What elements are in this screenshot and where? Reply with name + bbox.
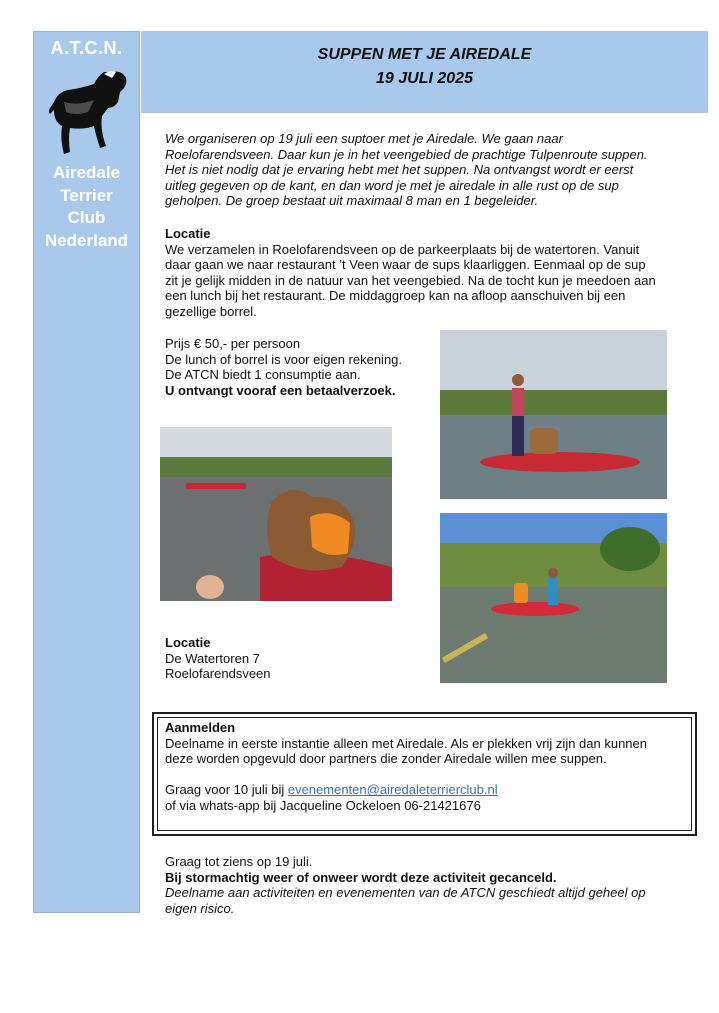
intro-line: We organiseren op 19 juli een suptoer met je Airedale. We gaan naar [165, 131, 563, 146]
club-abbreviation: A.T.C.N. [50, 38, 123, 58]
location-section [165, 226, 695, 320]
location-line: een lunch bij het restaurant. De middaggroep kan na afloop aanschuiven bij een [165, 288, 626, 304]
greeting: Graag tot ziens op 19 juli. [165, 854, 313, 869]
sidebar [33, 31, 140, 913]
registration-line: Deelname in eerste instantie alleen met Airedale. Als er plekken vrij zijn dan kunnen [165, 735, 647, 751]
price-line: Prijs € 50,- per persoon [165, 336, 301, 351]
registration-line: deze worden opgevuld door partners die zonder Airedale willen mee suppen. [165, 751, 607, 767]
header-banner [141, 31, 708, 113]
address-heading: Locatie [165, 635, 211, 650]
address-city: Roelofarendsveen [165, 666, 271, 682]
location-heading: Locatie [165, 226, 211, 241]
contact-prefix: Graag voor 10 juli bij [165, 782, 288, 798]
price-line: De ATCN biedt 1 consumptie aan. [165, 367, 361, 383]
intro-line: geholpen. De groep bestaat uit maximaal 8 man en 1 begeleider. [165, 193, 539, 209]
intro-paragraph [165, 131, 695, 209]
club-name-line: Club [67, 208, 106, 227]
club-name [34, 162, 139, 252]
whatsapp-line: of via whats-app bij Jacqueline Ockeloen 06-21421676 [165, 797, 481, 813]
email-link[interactable]: evenementen@airedaleterrierclub.nl [287, 782, 498, 798]
location-line: daar gaan we naar restaurant ’t Veen waar de sups klaarliggen. Eenmaal op de sup [165, 257, 646, 273]
location-line: gezellige borrel. [165, 303, 257, 319]
location-line: We verzamelen in Roelofarendsveen op de parkeerplaats bij de watertoren. Vanuit [165, 241, 640, 257]
payment-notice: U ontvangt vooraf een betaalverzoek. [165, 382, 396, 398]
event-date: 19 JULI 2025 [376, 70, 473, 87]
page-title [141, 43, 708, 91]
intro-line: uitleg gegeven op de kant, en dan word je met je airedale in alle rust op de sup [165, 177, 619, 193]
footer-section [165, 854, 695, 916]
airedale-logo [42, 66, 132, 163]
disclaimer-line: Deelname aan activiteiten en evenementen van de ATCN geschiedt altijd geheel op [165, 885, 646, 901]
contact-line [165, 782, 695, 798]
price-section [165, 336, 435, 398]
photo-sup-standing [440, 330, 667, 499]
club-name-line: Nederland [44, 230, 129, 250]
photo-airedale-lifevest [160, 427, 392, 601]
weather-warning: Bij stormachtig weer of onweer wordt deze activiteit gecanceld. [165, 869, 557, 885]
address-street: De Watertoren 7 [165, 650, 260, 666]
registration-section [165, 720, 695, 814]
registration-heading: Aanmelden [165, 720, 236, 735]
address-section [165, 635, 425, 682]
intro-line: Het is niet nodig dat je ervaring hebt met het suppen. Na ontvangst wordt er eerst [165, 162, 634, 178]
disclaimer-line: eigen risico. [165, 900, 235, 916]
title-line: SUPPEN MET JE AIREDALE [317, 46, 532, 63]
price-line: De lunch of borrel is voor eigen rekening. [165, 351, 403, 367]
club-name-line: Airedale [52, 163, 121, 182]
location-line: zit je gelijk midden in de natuur van het veengebied. Na de tocht kun je meedoen aan [165, 272, 656, 288]
intro-line: Roelofarendsveen. Daar kun je in het veengebied de prachtige Tulpenroute suppen. [165, 146, 648, 162]
club-name-line: Terrier [60, 185, 113, 205]
photo-sup-group [440, 513, 667, 683]
